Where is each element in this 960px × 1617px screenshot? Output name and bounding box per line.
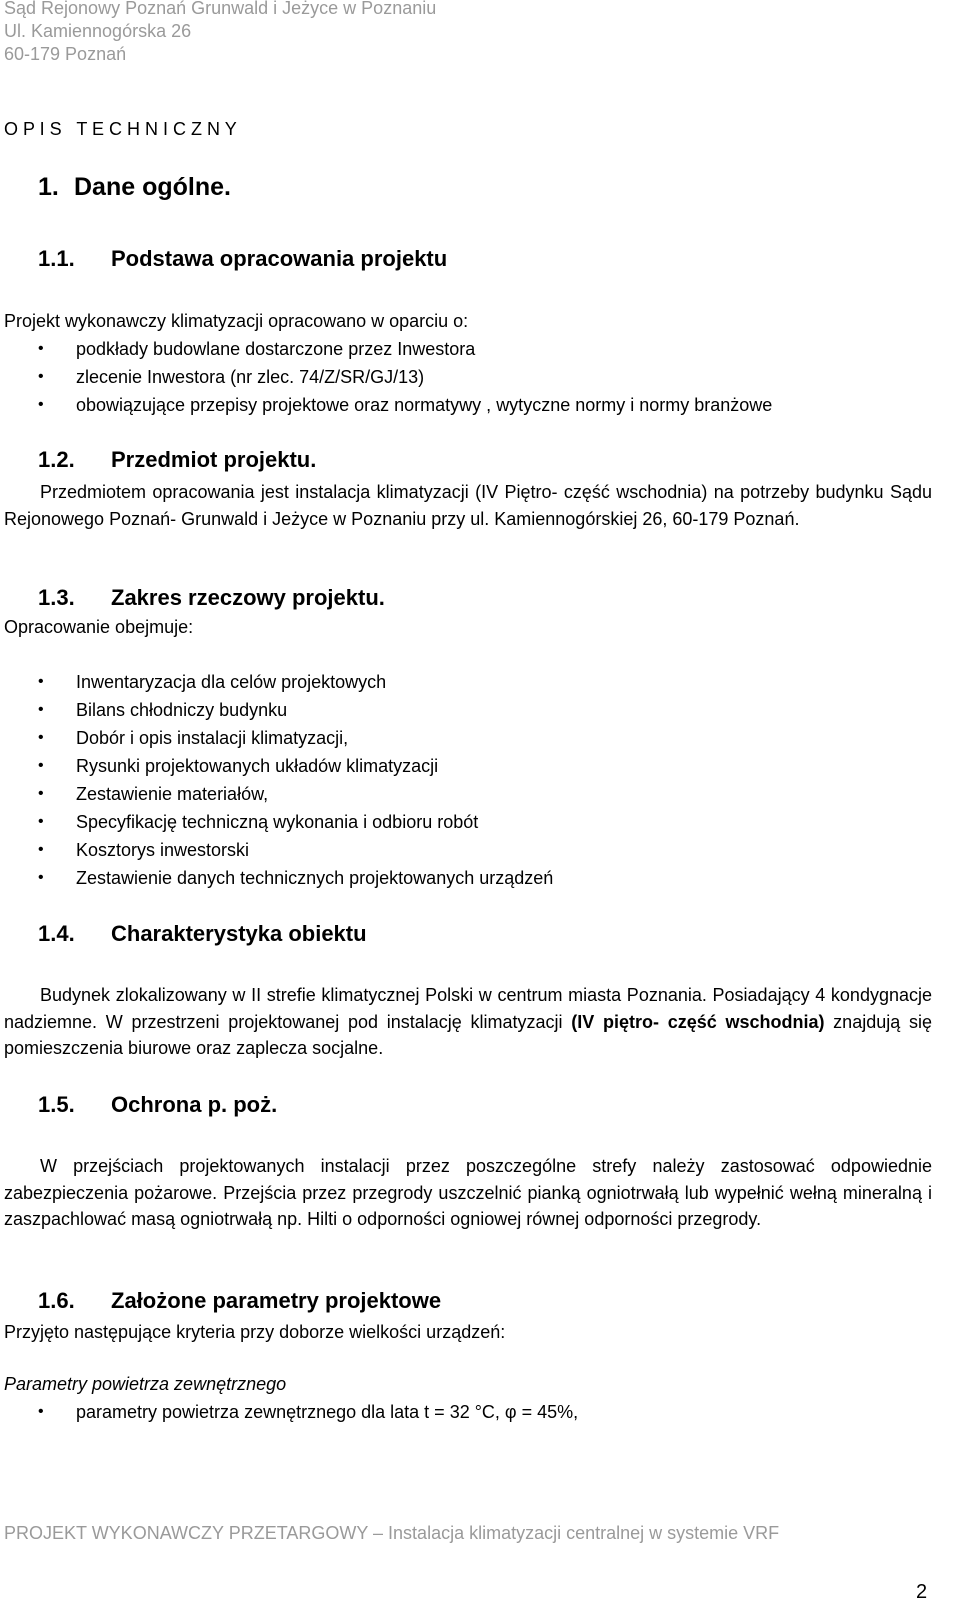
bullet-icon: • (38, 869, 44, 886)
section-1-6-intro: Przyjęto następujące kryteria przy doborze wielkości urządzeń: (4, 1322, 506, 1342)
section-1-1-intro: Projekt wykonawczy klimatyzacji opracowano w oparciu o: (4, 311, 469, 331)
section-1-heading (38, 172, 231, 202)
section-1-3-title: Zakres rzeczowy projektu. (111, 585, 385, 610)
bullet-icon: • (38, 785, 44, 802)
document-title: O P I S T E C H N I C Z N Y (4, 119, 237, 139)
section-1-4-title: Charakterystyka obiektu (111, 921, 367, 946)
section-1-5-number: 1.5. (38, 1092, 75, 1117)
header-court-name: Sąd Rejonowy Poznań Grunwald i Jeżyce w Poznaniu (4, 0, 437, 18)
section-1-3-intro: Opracowanie obejmuje: (4, 617, 194, 637)
section-1-2-paragraph: Przedmiotem opracowania jest instalacja klimatyzacji (IV Piętro- część wschodnia) na potrzeby budynku Sądu Rejonowego Poznań- Grunwald i Jeżyce w Poznaniu przy ul. Kamiennogórskiej 26, 60-179 Poznań. (4, 482, 932, 529)
section-1-5-paragraph: W przejściach projektowanych instalacji przez poszczególne strefy należy zastosować odpowiednie zabezpieczenia pożarowe. Przejścia przez przegrody uszczelnić pianką ogniotrwałą lub wypełnić wełną mineralną i zaszpachlować masą ogniotrwałą np. Hilti o odporności ogniowej równej odporności przegrody. (4, 1156, 932, 1230)
header-street: Ul. Kamiennogórska 26 (4, 21, 192, 41)
bullet-icon: • (38, 701, 44, 718)
section-1-4-paragraph: Budynek zlokalizowany w II strefie klimatycznej Polski w centrum miasta Poznania. Posiadający 4 kondygnacje nadziemne. W przestrzeni projektowanej pod instalację klimatyzacji (IV piętro- część wschodnia) znajdują się pomieszczenia biurowe oraz zaplecza socjalne. (4, 985, 932, 1059)
bullet-icon: • (38, 340, 44, 357)
section-1-4-heading (38, 921, 367, 947)
section-1-6-heading (38, 1288, 441, 1314)
section-1-6-title: Założone parametry projektowe (111, 1288, 442, 1313)
bullet-icon: • (38, 729, 44, 746)
header-city: 60-179 Poznań (4, 44, 127, 64)
document-page: Sąd Rejonowy Poznań Grunwald i Jeżyce w Poznaniu Ul. Kamiennogórska 26 60-179 Poznań O P I S T E C H N I C Z N Y 1. Dane ogólne. 1.1. Podstawa opracowania projektu Projekt wykonawczy klimatyzacji opracowano w oparciu o: • podkłady budowlane dostarczone przez Inwestora • zlecenie Inwestora (nr zlec. 74/Z/SR/GJ/13) • obowiązujące przepisy projektowe oraz normatywy , wytyczne normy i normy branżowe 1.2. Przedmiot projektu. Przedmiotem opracowania jest instalacja klimatyzacji (IV Piętro- część wschodnia) na potrzeby budynku Sądu Rejonowego Poznań- Grunwald i Jeżyce w Poznaniu przy ul. Kamiennogórskiej 26, 60-179 Poznań. 1.3. Zakres rzeczowy projektu. Opracowanie obejmuje: • Inwentaryzacja dla celów projektowych • Bilans chłodniczy budynku • Dobór i opis instalacji klimatyzacji, • Rysunki projektowanych układów klimatyzacji • Zestawienie materiałów, • Specyfikację techniczną wykonania i odbioru robót • Kosztorys inwestorski • Zestawienie danych technicznych projektowanych urządzeń 1.4. Charakterystyka obiektu Budynek zlokalizowany w II strefie klimatycznej Polski w centrum miasta Poznania. Posiadający 4 kondygnacje nadziemne. W przestrzeni projektowanej pod instalację klimatyzacji (IV piętro- część wschodnia) znajdują się pomieszczenia biurowe oraz zaplecza socjalne. 1.5. Ochrona p. poż. W przejściach projektowanych instalacji przez poszczególne strefy należy zastosować odpowiednie zabezpieczenia pożarowe. Przejścia przez przegrody uszczelnić pianką ogniotrwałą lub wypełnić wełną mineralną i zaszpachlować masą ogniotrwałą np. Hilti o odporności ogniowej równej odporności przegrody. 1.6. Założone parametry projektowe Przyjęto następujące kryteria przy doborze wielkości urządzeń: Parametry powietrza zewnętrznego • parametry powietrza zewnętrznego dla lata t = 32 °C, φ = 45%, PROJEKT WYKONAWCZY PRZETARGOWY – Instalacja klimatyzacji centralnej w systemie VRF 2 (4, 0, 932, 1603)
section-1-4-bold-phrase: (IV piętro- część wschodnia) (571, 1011, 825, 1032)
section-1-1-heading (38, 246, 447, 272)
section-1-6-subheading: Parametry powietrza zewnętrznego (4, 1374, 287, 1394)
section-1-1-title: Podstawa opracowania projektu (111, 246, 448, 271)
section-1-title: Dane ogólne. (74, 173, 231, 201)
section-1-5-title: Ochrona p. poż. (111, 1092, 278, 1117)
bullet-icon: • (38, 757, 44, 774)
section-1-2-heading (38, 447, 316, 473)
page-number: 2 (916, 1581, 928, 1603)
bullet-icon: • (38, 396, 44, 413)
section-1-3-number: 1.3. (38, 585, 75, 610)
bullet-icon: • (38, 1403, 44, 1420)
section-1-2-number: 1.2. (38, 447, 75, 472)
section-1-3-heading (38, 585, 385, 611)
section-1-2-title: Przedmiot projektu. (111, 447, 317, 472)
bullet-icon: • (38, 841, 44, 858)
section-1-5-heading (38, 1092, 277, 1118)
page-footer: PROJEKT WYKONAWCZY PRZETARGOWY – Instalacja klimatyzacji centralnej w systemie VRF (4, 1523, 780, 1543)
bullet-icon: • (38, 813, 44, 830)
section-1-6-number: 1.6. (38, 1288, 75, 1313)
bullet-icon: • (38, 673, 44, 690)
bullet-icon: • (38, 368, 44, 385)
section-1-number: 1. (38, 173, 59, 201)
section-1-4-number: 1.4. (38, 921, 75, 946)
section-1-1-number: 1.1. (38, 246, 75, 271)
